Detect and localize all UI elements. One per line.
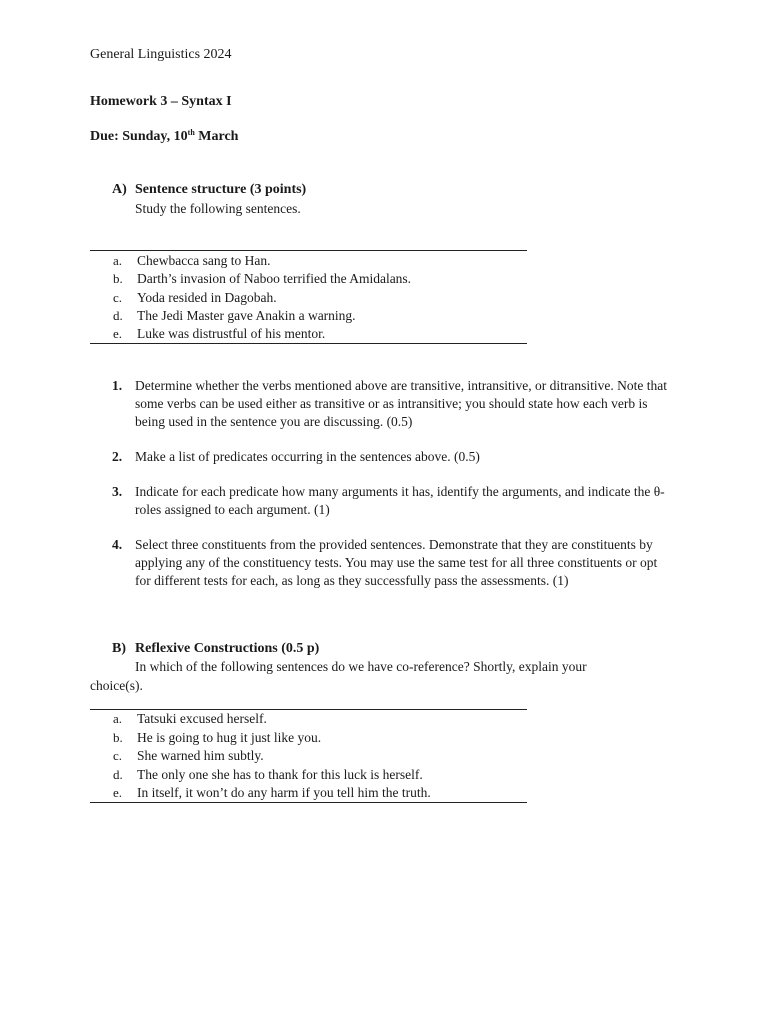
example-letter: a. <box>113 253 123 268</box>
course-title: General Linguistics 2024 <box>90 47 232 62</box>
question-number: 1. <box>112 378 123 393</box>
example-letter: b. <box>113 271 123 286</box>
question-number: 2. <box>112 449 123 464</box>
divider-rule <box>90 250 527 251</box>
question-number: 4. <box>112 537 123 552</box>
due-prefix: Due: Sunday, 10 <box>90 129 188 144</box>
question-text: Determine whether the verbs mentioned above are transitive, intransitive, or ditransitive. Note that some verbs can be used either as transitive or as intransitive; you should state how each verb is being used in the sentence you are discussing. (0.5) <box>135 378 667 429</box>
example-letter: d. <box>113 308 123 323</box>
question-number: 3. <box>112 484 123 499</box>
section-a-title: Sentence structure (3 points) <box>135 182 307 197</box>
example-sentence: She warned him subtly. <box>137 748 264 763</box>
due-date <box>90 128 238 146</box>
example-sentence: The Jedi Master gave Anakin a warning. <box>137 308 356 323</box>
section-a-intro: Study the following sentences. <box>135 201 301 216</box>
example-letter: d. <box>113 767 123 782</box>
example-letter: a. <box>113 711 123 726</box>
example-letter: e. <box>113 785 123 800</box>
example-letter: b. <box>113 730 123 745</box>
section-b-letter: B) <box>112 641 126 656</box>
example-letter: e. <box>113 326 123 341</box>
example-letter: c. <box>113 290 123 305</box>
homework-title: Homework 3 – Syntax I <box>90 94 232 109</box>
example-sentence: Chewbacca sang to Han. <box>137 253 271 268</box>
section-b-intro-continued: choice(s). <box>90 678 143 693</box>
section-b-intro: In which of the following sentences do we have co-reference? Shortly, explain your <box>135 659 587 674</box>
divider-rule <box>90 343 527 344</box>
example-sentence: The only one she has to thank for this luck is herself. <box>137 767 423 782</box>
example-sentence: Luke was distrustful of his mentor. <box>137 326 326 341</box>
question-text: Select three constituents from the provided sentences. Demonstrate that they are constituents by applying any of the constituency tests. You may use the same test for all three constituents or opt for different tests for each, as long as they successfully pass the assessments. (1) <box>135 537 658 588</box>
question-text: Make a list of predicates occurring in the sentences above. (0.5) <box>135 449 480 464</box>
due-suffix: March <box>194 129 239 144</box>
divider-rule <box>90 802 527 803</box>
example-letter: c. <box>113 748 123 763</box>
section-b-title: Reflexive Constructions (0.5 p) <box>135 641 320 656</box>
example-sentence: Tatsuki excused herself. <box>137 711 267 726</box>
example-sentence: Darth’s invasion of Naboo terrified the Amidalans. <box>137 271 412 286</box>
due-superscript: th <box>187 128 195 137</box>
section-a-letter: A) <box>112 182 127 197</box>
example-sentence: Yoda resided in Dagobah. <box>137 290 277 305</box>
question-text: Indicate for each predicate how many arguments it has, identify the arguments, and indicate the θ-roles assigned to each argument. (1) <box>135 484 665 517</box>
example-sentence: In itself, it won’t do any harm if you tell him the truth. <box>137 785 431 800</box>
example-sentence: He is going to hug it just like you. <box>137 730 322 745</box>
